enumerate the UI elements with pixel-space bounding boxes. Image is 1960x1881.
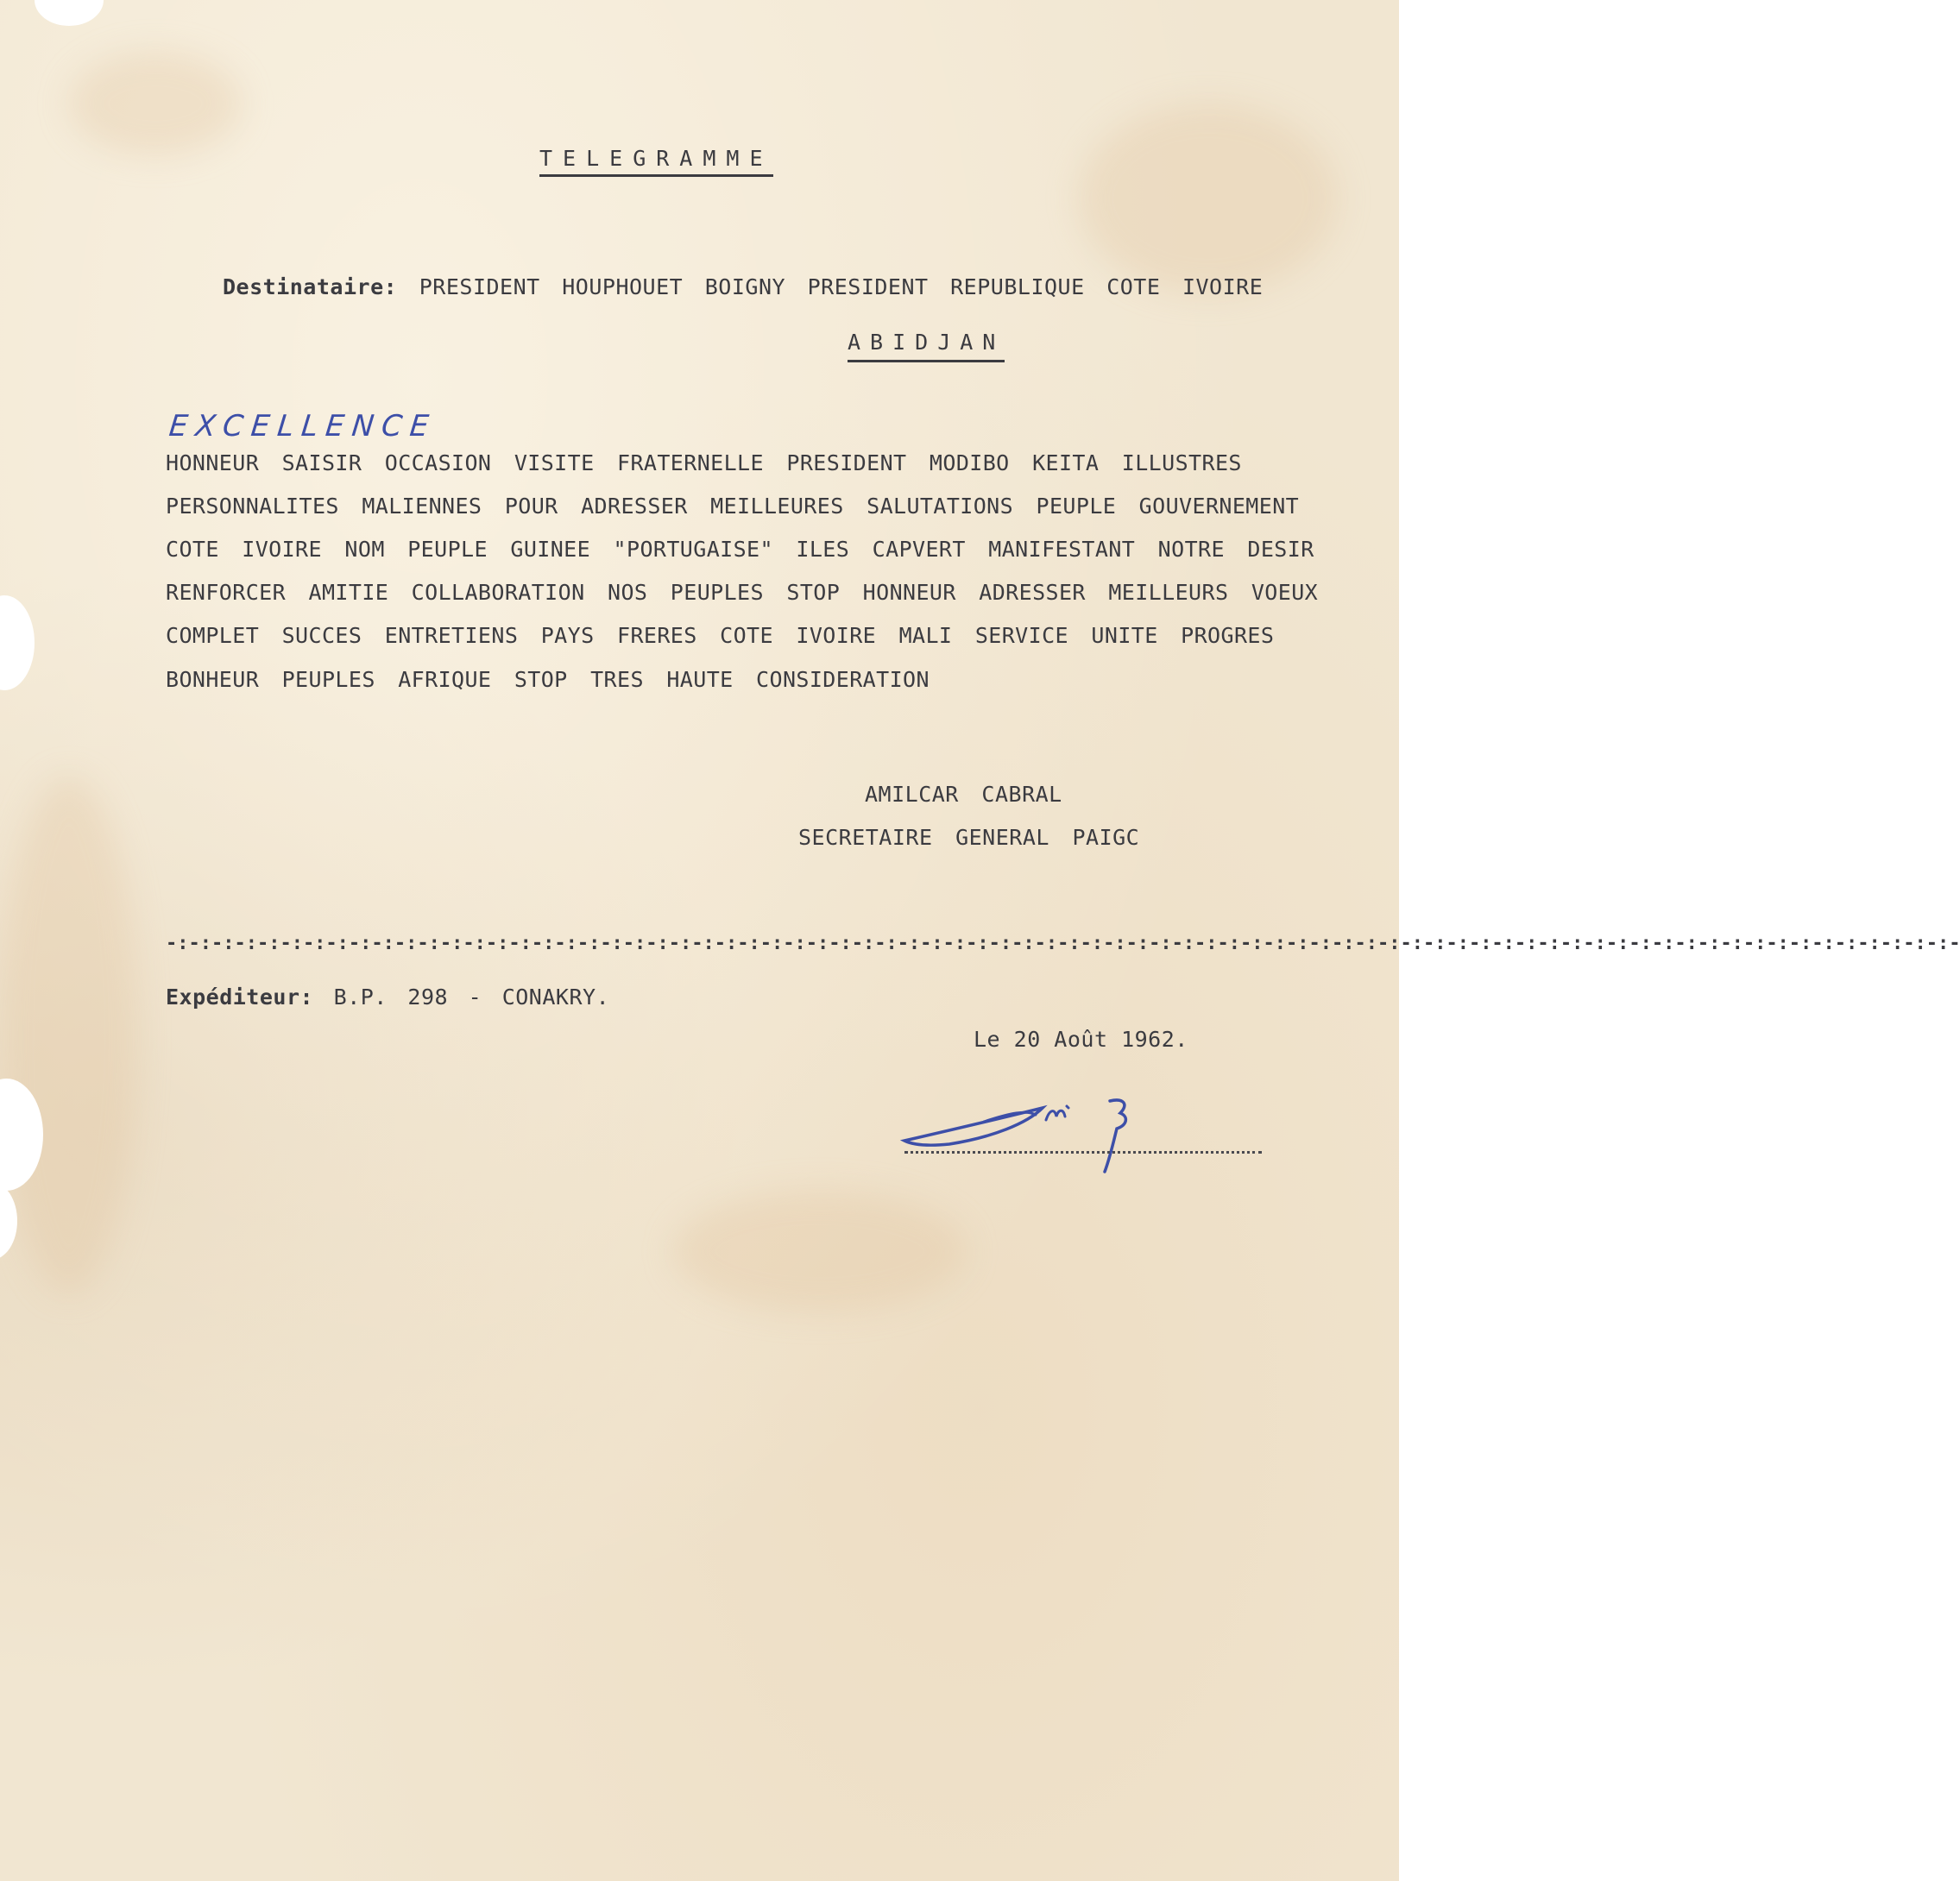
body-line: COMPLET SUCCES ENTRETIENS PAYS FRERES COTE IVOIRE MALI SERVICE UNITE PROGRES — [166, 623, 1275, 648]
signature-line — [904, 1151, 1262, 1154]
recipient-value: PRESIDENT HOUPHOUET BOIGNY PRESIDENT REPUBLIQUE COTE IVOIRE — [419, 274, 1264, 299]
torn-edge — [0, 595, 35, 690]
signatory-title: SECRETAIRE GENERAL PAIGC — [798, 825, 1140, 850]
paper-stain — [69, 52, 242, 155]
paper-stain — [0, 777, 138, 1294]
body-line: COTE IVOIRE NOM PEUPLE GUINEE "PORTUGAISE" ILES CAPVERT MANIFESTANT NOTRE DESIR — [166, 537, 1314, 562]
body-line: HONNEUR SAISIR OCCASION VISITE FRATERNELLE PRESIDENT MODIBO KEITA ILLUSTRES — [166, 450, 1242, 475]
sender-label: Expéditeur: — [166, 985, 314, 1010]
body-line: BONHEUR PEUPLES AFRIQUE STOP TRES HAUTE CONSIDERATION — [166, 667, 930, 692]
paper-stain — [673, 1191, 967, 1312]
sender-line — [166, 986, 609, 1008]
body-line: PERSONNALITES MALIENNES POUR ADRESSER MEILLEURES SALUTATIONS PEUPLE GOUVERNEMENT — [166, 494, 1300, 519]
telegram-title: TELEGRAMME — [539, 148, 773, 177]
sender-value: B.P. 298 - CONAKRY. — [333, 985, 610, 1010]
separator-line: -:-:-:-:-:-:-:-:-:-:-:-:-:-:-:-:-:-:-:-:-:-:-:-:-:-:-:-:-:-:-:-:-:-:-:-:-:-:-:-:-:-:-:-:-:-:-:-:-:-:-:-:-:-:-:-:-:-:-:-:-:-:-:-:-:-:-:-:-:-:-:-:-:-:-:-:-:-:- — [166, 933, 1960, 954]
recipient-city: ABIDJAN — [848, 331, 1005, 362]
handwritten-salutation: EXCELLENCE — [167, 409, 438, 444]
paper-stain — [1079, 104, 1338, 293]
recipient-label: Destinataire: — [223, 274, 398, 299]
signatory-name: AMILCAR CABRAL — [865, 782, 1062, 807]
recipient-line — [223, 276, 1263, 298]
torn-edge — [35, 0, 104, 26]
handwritten-signature — [898, 1089, 1148, 1175]
letter-date: Le 20 Août 1962. — [974, 1027, 1188, 1052]
body-line: RENFORCER AMITIE COLLABORATION NOS PEUPLES STOP HONNEUR ADRESSER MEILLEURS VOEUX — [166, 580, 1319, 605]
